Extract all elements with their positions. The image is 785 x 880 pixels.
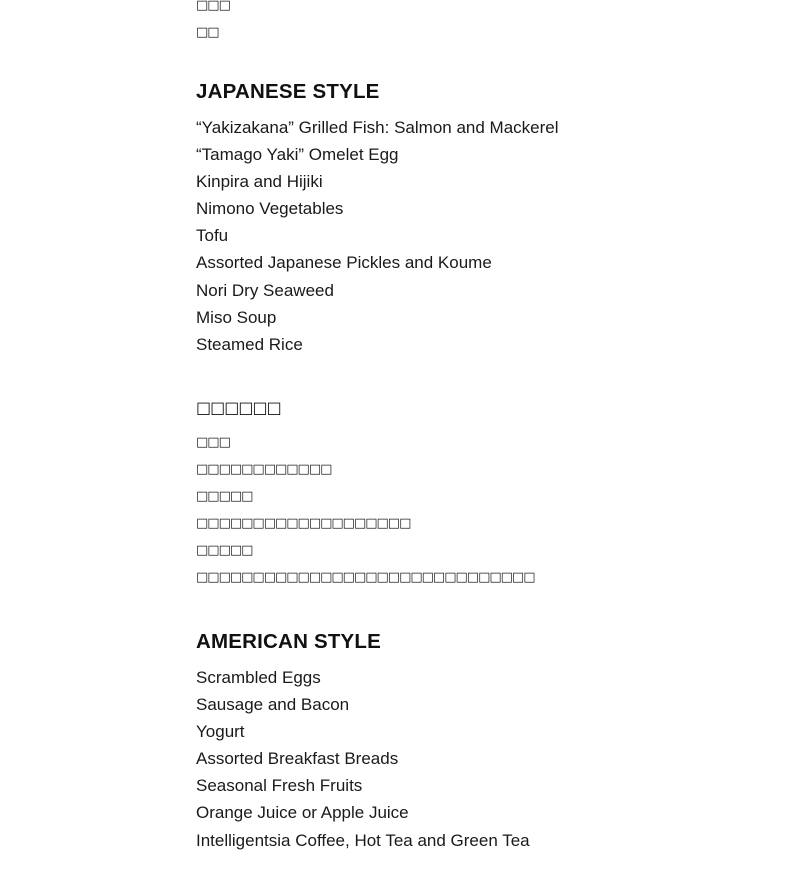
list-item: Seasonal Fresh Fruits [196,776,363,796]
list-item: □□□□□□□□□□□□□□□□□□□□□□□□□□□□□□ [196,570,535,585]
japanese-style-jp-list [196,429,534,591]
list-item: □□□□□□□□□□□□□□□□□□□ [196,516,411,531]
list-item: Intelligentsia Coffee, Hot Tea and Green Tea [196,830,530,850]
japanese-style-list [196,114,559,358]
list-item: Sausage and Bacon [196,695,350,715]
list-item: Yogurt [196,722,245,742]
american-style-list [196,664,530,854]
list-item: “Tamago Yaki” Omelet Egg [196,145,399,165]
section-heading-american-style: AMERICAN STYLE [196,630,382,653]
list-item: Assorted Japanese Pickles and Koume [196,253,492,273]
list-item: Nori Dry Seaweed [196,280,334,300]
section-heading-japanese-style-jp: □□□□□□ [196,398,281,417]
previous-section-list [196,0,230,46]
list-item: Nimono Vegetables [196,199,344,219]
list-item: Miso Soup [196,307,277,327]
list-item: Scrambled Eggs [196,668,321,687]
list-item: □□□□□ [196,543,253,558]
list-item: “Yakizakana” Grilled Fish: Salmon and Mackerel [196,118,559,137]
list-item: Steamed Rice [196,334,303,354]
list-item: □□□ [196,435,230,450]
list-item: □□□ [196,0,230,13]
list-item: Tofu [196,226,229,246]
list-item: □□□□□ [196,489,253,504]
list-item: Assorted Breakfast Breads [196,749,399,769]
list-item: □□ [196,25,219,40]
list-item: Orange Juice or Apple Juice [196,803,409,823]
list-item: Kinpira and Hijiki [196,172,323,192]
list-item: □□□□□□□□□□□□ [196,462,332,477]
section-heading-japanese-style: JAPANESE STYLE [196,80,380,103]
